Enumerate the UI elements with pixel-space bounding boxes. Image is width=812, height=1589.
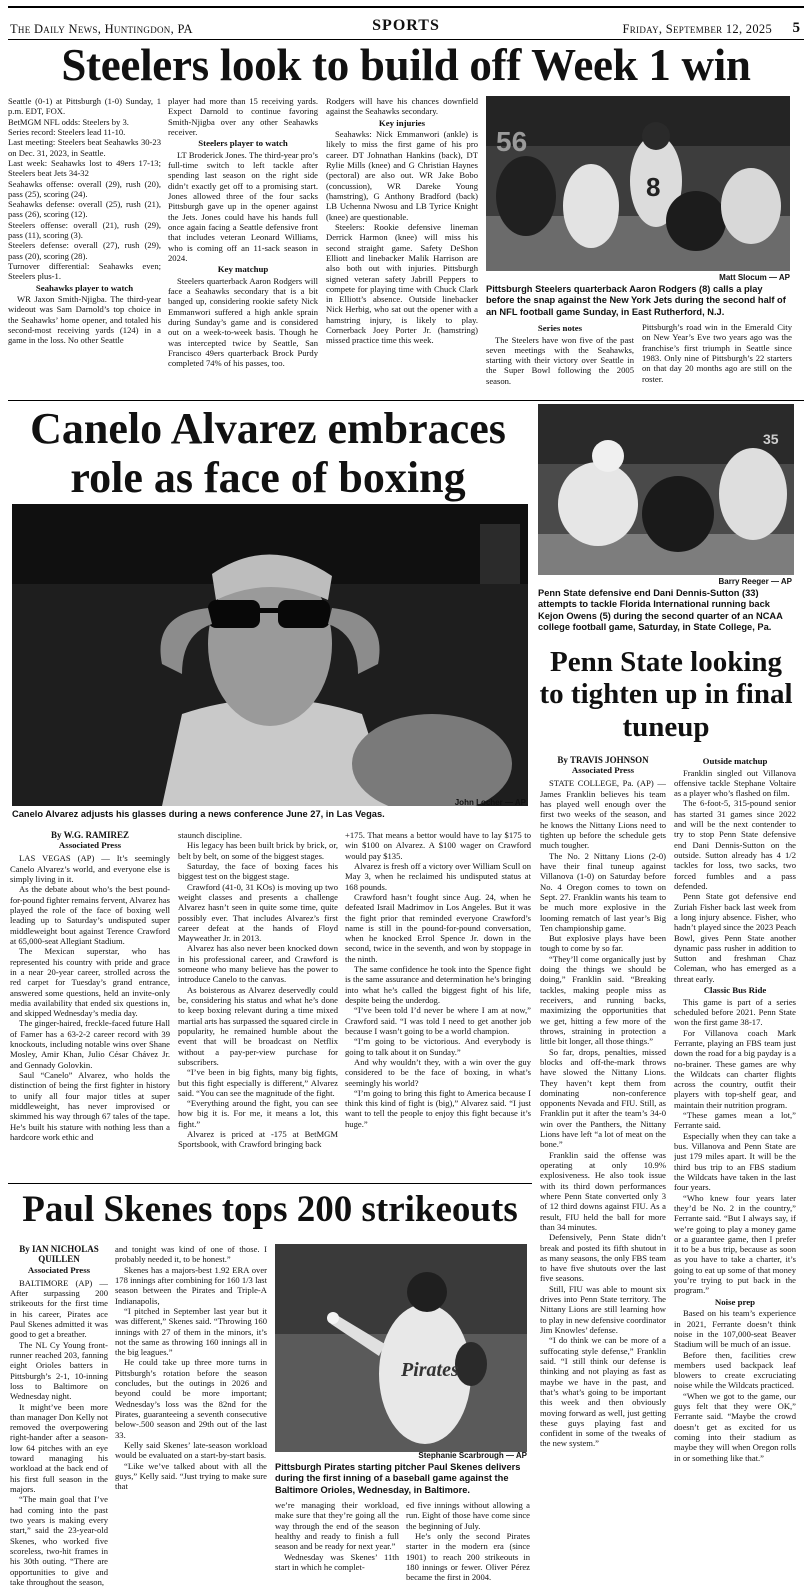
- paragraph: Steelers quarterback Aaron Rodgers will face a Seahawks secondary that is a bit banged up, considering rookie safety Nick Emmanwori suffered a high ankle sprain during Sunday’s game and is considered out on a week-to-week basis. Though he was intercepted twice by Seattle, San Francisco 49ers quarterback Brock Purdy completed 74% of his passes, too.: [168, 275, 318, 369]
- paragraph: Crawford hasn’t fought since Aug. 24, when he defeated Israil Madrimov in Los Angeles. But it was the fight prior that reminded everyone Crawford’s name is still in the pound-for-pound conversation, when he knocked Errol Spence Jr. down in the second, twice in the seventh, and won by stoppage in the ninth.: [345, 891, 531, 964]
- steelers-headline: Steelers look to build off Week 1 win: [61, 40, 751, 90]
- canelo-photo-credit: John Locher — AP: [454, 798, 526, 807]
- paragraph: Kelly said Skenes’ late-season workload would be evaluated on a start-by-start basis.: [115, 1439, 267, 1461]
- paragraph: Alvarez is fresh off a victory over William Scull on May 3, when he reclaimed his undisputed status at 168 pounds.: [345, 860, 531, 892]
- paragraph: Steelers: Rookie defensive lineman Derrick Harmon (knee) will miss his second straight game. Safety DeShon Elliott and linebacker Malik Harrison are also both out with injuries. Pittsburgh signed veteran safety Jabrill Peppers to compete for playing time with Chuck Clark in Elliott’s absence. Outside linebacker Nick Herbig, who sat out the opener with a hamstring injury, is likely to play. Cornerback Joey Porter Jr. (hamstring) missed practice time this week.: [326, 221, 478, 346]
- subhead: Key injuries: [378, 117, 426, 128]
- pitcher-image: [275, 1244, 527, 1452]
- paragraph: “I’ve been in big fights, many big fights, but this fight especially is different,” Alvarez said. “You can see the magnitude of the fight.: [178, 1067, 338, 1098]
- byline-author: By IAN NICHOLAS QUILLEN: [19, 1244, 99, 1265]
- paragraph: The No. 2 Nittany Lions (2-0) have their final tuneup against Villanova (1-0) on Saturday before No. 4 Oregon comes to town on Sept. 27. Franklin wants his team to be much more explosive in the looming rematch of last year’s Big Ten championship game.: [540, 850, 666, 933]
- steelers-column-2: [168, 96, 318, 396]
- paragraph: “When we got to the game, our guys felt that they were OK,” Ferrante said. “Maybe the crowd doesn’t get as excited for us coming into their stadium as maybe they will when Oregon rolls in or something like that.”: [674, 1390, 796, 1463]
- paragraph: “I’m going to be victorious. And everybody is going to talk about it on Sunday.”: [345, 1036, 531, 1057]
- paragraph: Based on his team’s experience in 2021, Ferrante doesn’t think noise in the 107,000-seat Beaver Stadium will be much of an issue.: [674, 1308, 796, 1350]
- steelers-column-1: [8, 96, 161, 396]
- paragraph: He’s only the second Pirates starter in the modern era (since 1901) to reach 200 strikeouts in 180 innings or fewer. Oliver Pérez became the first in 2004.: [406, 1530, 530, 1583]
- byline-org: Associated Press: [27, 1264, 91, 1275]
- canelo-headline: Canelo Alvarez embraces role as face of boxing: [30, 404, 506, 503]
- steelers-column-3: [326, 96, 478, 396]
- issue-date: Friday, September 12, 2025: [622, 22, 772, 36]
- paragraph: Especially when they can take a bus. Villanova and Penn State are just 179 miles apart. It will be the third bus trip to an FBS stadium the Wildcats have taken in the last four years.: [674, 1130, 796, 1193]
- skenes-column-1: [10, 1244, 108, 1587]
- paragraph: The ginger-haired, freckle-faced future Hall of Famer has a 63-2-2 career record with 39 knockouts, including notable wins over Shane Mosley, Amir Khan, Julio César Chávez Jr. and Gennady Golovkin.: [10, 1018, 170, 1070]
- section-rule: [8, 1183, 532, 1184]
- paragraph: And why wouldn’t they, with a win over the guy considered to be the face of boxing, in what’s seemingly his world?: [345, 1056, 531, 1088]
- pennstate-photo: [538, 404, 794, 575]
- paragraph: Seattle (0-1) at Pittsburgh (1-0) Sunday, 1 p.m. EDT, FOX.: [8, 96, 161, 117]
- svg-text:8: 8: [646, 172, 661, 202]
- subhead: Series notes: [537, 323, 583, 333]
- paragraph: “These games mean a lot,” Ferrante said.: [674, 1110, 796, 1131]
- paragraph: His legacy has been built brick by brick, or, belt by belt, on some of the biggest stages.: [178, 840, 338, 861]
- paragraph: Franklin singled out Villanova offensive tackle Stephane Voltaire as a player who’s flashed on film.: [674, 767, 796, 799]
- page-number: 5: [792, 20, 800, 36]
- paragraph: Seahawks: Nick Emmanwori (ankle) is likely to miss the first game of his pro career. DT Johnathan Hankins (back), DT Rylie Mills (knee) and G Christian Haynes (pectoral) are also out. WR Jake Bobo (concussion), WR Dareke Young (hamstring), G Anthony Bradford (back) LB Uchenna Nwosu and LB Tyrice Knight (knee) are questionable.: [326, 129, 478, 222]
- byline-author: By W.G. RAMIREZ: [50, 830, 130, 840]
- canelo-column-1: [10, 830, 170, 1178]
- paragraph: “They’ll come organically just by doing the things we should be doing,” Franklin said. “Breaking tackles, making people miss as receivers, and running backs, maximizing the opportunities that we get, hitting a few more of the throws, straining in protection a little bit longer, all those things.”: [540, 953, 666, 1047]
- paragraph: Turnover differential: Seahawks even; Steelers plus-1.: [8, 261, 161, 282]
- byline-org: Associated Press: [58, 840, 122, 851]
- skenes-photo-credit: Stephanie Scarbrough — AP: [418, 1451, 527, 1460]
- paragraph: Seahawks offense: overall (29), rush (20), pass (25), scoring (24).: [8, 178, 161, 199]
- paragraph: “Like we’ve talked about with all the guys,” Kelly said. “Just trying to make sure that: [115, 1460, 267, 1492]
- paragraph: Series record: Steelers lead 11-10.: [8, 126, 126, 137]
- paragraph: Still, FIU was able to mount six drives into Penn State territory. The Nittany Lions are still learning how to play in new defensive coordinator Jim Knowles’ defense.: [540, 1283, 666, 1336]
- skenes-column-4: [406, 1500, 530, 1587]
- skenes-column-2: [115, 1244, 267, 1587]
- skenes-photo: [275, 1244, 527, 1452]
- byline-author: By TRAVIS JOHNSON: [557, 755, 649, 765]
- skenes-byline: [10, 1244, 108, 1275]
- paragraph: Franklin said the offense was operating at only 10.9% explosiveness. He also took issue with its third down performances where Penn State converted only 3 of 12 third downs against FIU. As a result, FIU held the ball for more than 34 minutes.: [540, 1149, 666, 1232]
- paragraph: Before then, facilities crew members used backpack leaf blowers to create excruciating noise while the Wildcats practiced.: [674, 1349, 796, 1391]
- paragraph: LAS VEGAS (AP) — It’s seemingly Canelo Alvarez’s world, and everyone else is simply living in it.: [10, 853, 170, 885]
- paragraph: BetMGM NFL odds: Steelers by 3.: [8, 116, 129, 127]
- paragraph: +175. That means a bettor would have to lay $175 to win $100 on Alvarez. A $100 wager on Crawford would pay $135.: [345, 830, 531, 861]
- paragraph: Last meeting: Steelers beat Seahawks 30-23 on Dec. 31, 2023, in Seattle.: [8, 137, 161, 158]
- paragraph: Crawford (41-0, 31 KOs) is moving up two weight classes and presents a challenge Alvarez hasn’t seen in quite some time, quite possibly ever. That includes Alvarez’s first career defeat at the hands of Floyd Mayweather Jr. in 2013.: [178, 881, 338, 944]
- paragraph: Rodgers will have his chances downfield against the Seahawks secondary.: [326, 96, 478, 117]
- paragraph: “I’ve been told I’d never be where I am at now,” Crawford said. “I was told I need to get another job because I wasn’t going to be a world champion.: [345, 1005, 531, 1036]
- paragraph: STATE COLLEGE, Pa. (AP) — James Franklin believes his team has played well enough over the first two weeks of the season, and he knows the Nittany Lions need to tighten up before the schedule gets much tougher.: [540, 778, 666, 851]
- paragraph: The Steelers have won five of the past seven meetings with the Seahawks, starting with their victory over Seattle in the Super Bowl following the 2005 season.: [486, 334, 634, 386]
- pennstate-column-2: [674, 755, 796, 1587]
- paragraph: “I pitched in September last year but it was different,” Skenes said. “Throwing 160 innings with 27 of them in the minors, it’s not the same as throwing 160 innings all in the big leagues.”: [115, 1305, 267, 1358]
- paragraph: “Who knew four years later they’d be No. 2 in the country,” Ferrante said. “But I always say, if we’re going to play a money game or a guarantee game, then I prefer it to be a bus trip, because as soon as you have to take a charter, it’s going to eat up some of that money you’re trying to put back in the program.”: [674, 1192, 796, 1296]
- paragraph: “I’m going to bring this fight to America because I think this kind of fight is (big),” Alvarez said. “I just want to tell the people to enjoy this fight because it’s huge.”: [345, 1087, 531, 1129]
- paper-name: The Daily News, Huntingdon, PA: [10, 22, 193, 36]
- canelo-photo: [12, 504, 528, 806]
- subhead: Key matchup: [217, 264, 269, 275]
- paragraph: Steelers defense: overall (27), rush (29), pass (20), scoring (28).: [8, 240, 161, 261]
- paragraph: we’re managing their workload, make sure that they’re going all the way through the end of the season healthy and ready to finish a full season and be ready for next year.”: [275, 1500, 399, 1552]
- subhead: Classic Bus Ride: [703, 985, 767, 996]
- subhead: Noise prep: [714, 1296, 756, 1307]
- canelo-column-2: [178, 830, 338, 1178]
- pennstate-byline: [540, 755, 666, 775]
- skenes-column-3: [275, 1500, 399, 1587]
- paragraph: LT Broderick Jones. The third-year pro’s full-time switch to left tackle after spending last season on the right side didn’t exactly get off to a promising start. Jones allowed three of the four sacks Pittsburgh gave up in the opener against the Jets. Jones could have his hands full once again facing a Seattle defensive front that includes veteran Leonard Williams, who is coming off an 11-sack season in 2024.: [168, 149, 318, 263]
- paragraph: Seahawks defense: overall (25), rush (21), pass (26), scoring (12).: [8, 199, 161, 220]
- paragraph: Penn State got defensive end Zuriah Fisher back last week from a long injury absence. Fisher, who hadn’t played since the 2023 Peach Bowl, gives Penn State another dynamic pass rusher in addition to Sutton and freshman Chaz Coleman, who has emerged as a threat early.: [674, 891, 796, 984]
- pennstate-photo-caption: Penn State defensive end Dani Dennis-Sutton (33) attempts to tackle Florida International running back Kejon Owens (5) during the second quarter of an NCAA college football game, Saturday, in State College, Pa.: [538, 588, 783, 632]
- paragraph: Saturday, the face of boxing faces his biggest test on the biggest stage.: [178, 860, 338, 882]
- paragraph: Defensively, Penn State didn’t break and posted its fifth shutout in as many seasons, the only FBS team to have five shutouts over the last five seasons.: [540, 1232, 666, 1284]
- paragraph: But explosive plays have been tough to come by so far.: [540, 933, 666, 954]
- paragraph: Pittsburgh’s road win in the Emerald City on New Year’s Eve two years ago was the franchise’s first triumph in Seattle since 1983. Only nine of Pittsburgh’s 22 starters on that day 20 months ago are still on the roster.: [642, 322, 792, 384]
- college-football-image: [538, 404, 794, 575]
- steelers-series-column-2: [642, 322, 792, 398]
- svg-text:56: 56: [496, 126, 528, 157]
- paragraph: He could take up three more turns in Pittsburgh’s rotation before the season concludes, but the outings in 2026 and beyond could be more important; Wednesday’s loss was the 82nd for the Pirates, guaranteeing a seventh consecutive below-.500 season and 29th out of the last 33.: [115, 1357, 267, 1440]
- byline-org: Associated Press: [571, 765, 635, 776]
- canelo-column-3: [345, 830, 531, 1178]
- paragraph: The 6-foot-5, 315-pound senior has started 31 games since 2022 and will be the next contender to try to stop Penn State defensive end Dani Dennis-Sutton on the outside. Sutton already has 4 1/2 tackles for loss, two sacks, two forced fumbles and a pass defended.: [674, 798, 796, 891]
- paragraph: Alvarez is priced at -175 at BetMGM Sportsbook, with Crawford bringing back: [178, 1129, 338, 1150]
- steelers-photo-caption: Pittsburgh Steelers quarterback Aaron Rodgers (8) calls a play before the snap against the New York Jets during the second half of an NFL football game Sunday, in East Rutherford, N.J.: [486, 284, 786, 317]
- paragraph: Alvarez has also never been knocked down in his professional career, and Crawford is someone who many believe has the power to introduce Canelo to the canvas.: [178, 943, 338, 985]
- paragraph: As boisterous as Alvarez deservedly could be, considering his status and what he’s done to keep boxing relevant during a time mixed martial arts has surpassed the squared circle in popularity, he remained humble about the event that will be broadcast on Netflix without a pay-per-view purchase for subscribers.: [178, 984, 338, 1067]
- paragraph: So far, drops, penalties, missed blocks and off-the-mark throws have slowed the Nittany Lions. They haven’t kept them from dominating non-conference opponents Nevada and FIU. Still, as Franklin put it after the team’s 34-0 win over the Panthers, the Nittany Lions have left “a lot of meat on the bone.”: [540, 1046, 666, 1150]
- paragraph: staunch discipline.: [178, 830, 242, 840]
- paragraph: Saul “Canelo” Alvarez, who holds the distinction of being the first fighter in history to unify all four major titles at super middleweight, has never improvised or skimmed his way through 67 tales of the tape. He’s built his stature with nothing less than a hardcore work ethic and: [10, 1070, 170, 1142]
- section-rule: [8, 400, 804, 401]
- paragraph: Skenes has a majors-best 1.92 ERA over 178 innings after combining for 160 1/3 last season between the Pirates and Triple-A Indianapolis,: [115, 1264, 267, 1306]
- skenes-photo-caption: Pittsburgh Pirates starting pitcher Paul Skenes delivers during the first inning of a baseball game against the Baltimore Orioles, Wednesday, in Baltimore.: [275, 1462, 521, 1495]
- paragraph: The Mexican superstar, who has represented his country with pride and grace in a near 20-year career, strolled across the red carpet for Tuesday’s grand entrance, answered some questions, held an invite-only media availability that ended six questions in, and skipped Wednesday’s media day.: [10, 946, 170, 1019]
- skenes-headline: Paul Skenes tops 200 strikeouts: [22, 1189, 518, 1230]
- section-label: SPORTS: [372, 17, 440, 34]
- pennstate-photo-credit: Barry Reeger — AP: [718, 577, 792, 586]
- canelo-photo-caption: Canelo Alvarez adjusts his glasses during a news conference June 27, in Las Vegas.: [12, 809, 385, 819]
- steelers-series-column: [486, 322, 634, 398]
- paragraph: This game is part of a series scheduled before 2021. Penn State won the first game 38-17.: [674, 996, 796, 1028]
- paragraph: and tonight was kind of one of those. I probably needed it, to be honest.”: [115, 1244, 267, 1265]
- paragraph: Last week: Seahawks lost to 49ers 17-13; Steelers beat Jets 34-32: [8, 157, 161, 179]
- paragraph: For Villanova coach Mark Ferrante, playing an FBS team just down the road for a big payday is a no-brainer. These games are why the Wildcats can charter flights across the country, outfit their players with top-shelf gear, and maintain their nutrition program.: [674, 1027, 796, 1110]
- steelers-photo-credit: Matt Slocum — AP: [719, 273, 790, 282]
- paragraph: player had more than 15 receiving yards. Expect Darnold to continue favoring Smith-Njigba over any other Seahawks receiver.: [168, 96, 318, 137]
- canelo-byline: [10, 830, 170, 850]
- subhead: Seahawks player to watch: [35, 282, 134, 293]
- paragraph: Steelers offense: overall (21), rush (29), pass (11), scoring (3).: [8, 219, 161, 241]
- subhead: Steelers player to watch: [198, 138, 288, 149]
- steelers-photo: [486, 96, 790, 271]
- paragraph: “The main goal that I’ve had coming into the past two years is making every start,” said the 23-year-old Skenes, who worked five scoreless, two-hit frames in his 30th outing. “There are opportunities to give and take throughout the season,: [10, 1494, 108, 1587]
- pennstate-column-1: [540, 755, 666, 1587]
- paragraph: “I do think we can be more of a suffocating style defense,” Franklin said. “I still think our defense is thinking and not playing as fast as maybe we have in the past, and that’s what’s going to be important this week and then obviously moving forward as well, just getting these guys playing fast and confident in some of the tweaks of the new system.”: [540, 1335, 666, 1449]
- paragraph: “Everything around the fight, you can see how big it is. For me, it means a lot, this fight.”: [178, 1098, 338, 1129]
- paragraph: As the debate about who’s the best pound-for-pound fighter remains fervent, Alvarez has played the role of the face of boxing well leading up to Saturday’s undisputed super middleweight bout against Terence Crawford at 65,000-seat Allegiant Stadium.: [10, 884, 170, 946]
- paragraph: The NL Cy Young front-runner reached 203, fanning eight Orioles batters in Pittsburgh’s 2-1, 10-inning loss to Baltimore on Wednesday night.: [10, 1339, 108, 1402]
- subhead: Outside matchup: [702, 756, 768, 766]
- paragraph: It might’ve been more than manager Don Kelly not removed the overpowering right-hander after a season-low 64 pitches with an eye toward managing his workload at the back end of his first full season in the majors.: [10, 1401, 108, 1495]
- paragraph: WR Jaxon Smith-Njigba. The third-year wideout was Sam Darnold’s top choice in the Seahawks’ home opener, and totaled his second-most receiving yards (124) in a game in the loss. No other Seattle: [8, 294, 161, 346]
- svg-text:Pirates: Pirates: [401, 1359, 459, 1381]
- canelo-portrait-image: [12, 504, 528, 806]
- svg-text:35: 35: [763, 431, 779, 447]
- paragraph: BALTIMORE (AP) — After surpassing 200 strikeouts for the first time in his career, Pirates ace Paul Skenes admitted it was good to get a breather.: [10, 1277, 108, 1340]
- pennstate-headline: Penn State looking to tighten up in final tuneup: [539, 646, 793, 743]
- football-scene-image: [486, 96, 790, 271]
- paragraph: The same confidence he took into the Spence fight is the same assurance and determination he’s bringing into what he’s called the biggest fight of his life, despite being the underdog.: [345, 964, 531, 1005]
- paragraph: Wednesday was Skenes’ 11th start in which he complet-: [275, 1551, 399, 1572]
- top-rule: [8, 6, 804, 8]
- paragraph: ed five innings without allowing a run. Eight of those have come since the beginning of July.: [406, 1500, 530, 1531]
